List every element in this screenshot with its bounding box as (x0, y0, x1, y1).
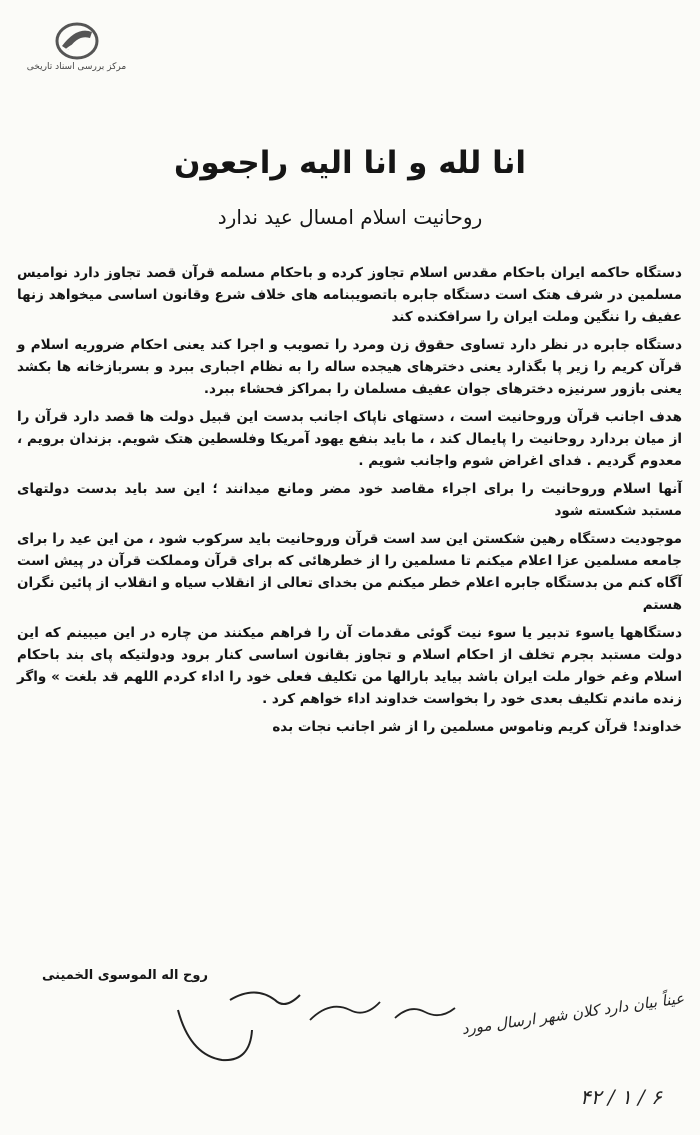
paragraph-4: آنها اسلام وروحانیت را برای اجراء مقاصد خود مضر ومانع میدانند ؛ این سد باید بدست دولتهای مستبد شکسته شود (17, 481, 682, 519)
paragraph-6: دستگاهها یاسوء تدبیر یا سوء نیت گوئی مقدمات آن را فراهم میکنند من چاره در این میبینم که این دولت مستبد بجرم تخلف از احکام اسلام و تجاوز بقانون اساسی کنار برود ودولتیکه پای بند باحکام اسلام وغم خوار ملت ایران باشد بیاید بارالها من تکلیف فعلی خود را اداء کردم اللهم قد بلغت » واگر زنده ماندم تکلیف بعدی خود را بخواست خداوند اداء خواهم کرد . (17, 625, 682, 707)
paragraph-2: دستگاه جابره در نظر دارد تساوی حقوق زن ومرد را تصویب و اجرا کند یعنی احکام ضروریه اسلام و قرآن کریم را زیر پا بگذارد یعنی دخترهای هیجده ساله را به نظام اجباری ببرد و بسربازخانه ها بکشد یعنی بازور سرنیزه دخترهای جوان عفیف مسلمان را بمراکز فحشاء ببرد. (17, 337, 682, 397)
closing-prayer: خداوند! قرآن کریم وناموس مسلمین را از شر اجانب نجات بده (272, 719, 682, 735)
document-subtitle: روحانیت اسلام امسال عید ندارد (217, 205, 483, 229)
marginal-note: عیناً بیان دارد کلان شهر ارسال مورد (460, 989, 686, 1039)
paragraph-3: هدف اجانب قرآن وروحانیت است ، دستهای ناپاک اجانب بدست این قبیل دولت ها قصد دارد قرآن را از میان بردارد روحانیت را پایمال کند ، ما باید بنفع یهود آمریکا وفلسطین هتک شویم. بزندان برویم ، معدوم گردیم . فدای اغراض شوم واجانب شویم . (17, 409, 682, 469)
signer-name: روح اله الموسوی الخمینی (42, 968, 208, 983)
date-note: ۶ / ۱ / ۴۲ (580, 1085, 662, 1109)
archive-logo-text: مرکز بررسی اسناد تاریخی (26, 62, 127, 72)
paragraph-1: دستگاه حاکمه ایران باحکام مقدس اسلام تجاوز کرده و باحکام مسلمه قرآن قصد تجاوز دارد نوامیس مسلمین در شرف هتک است دستگاه جابره باتصویبنامه های خلاف شرع وقانون اساسی میخواهد زنها عفیف را ننگین وملت ایران را سرافکنده کند (17, 265, 682, 325)
paragraph-5: موجودیت دستگاه رهین شکستن این سد است قرآن وروحانیت باید سرکوب شود ، من این عید را برای جامعه مسلمین عزا اعلام میکنم تا مسلمین را از خطرهائی که برای قرآن ومملکت قرآن در پیش است آگاه کنم من بدستگاه جابره اعلام خطر میکنم من بخدای تعالی از انقلاب سیاه و انقلاب از پائین نگران هستم (17, 531, 682, 613)
document-title: انا لله و انا الیه راجعون (173, 145, 527, 181)
